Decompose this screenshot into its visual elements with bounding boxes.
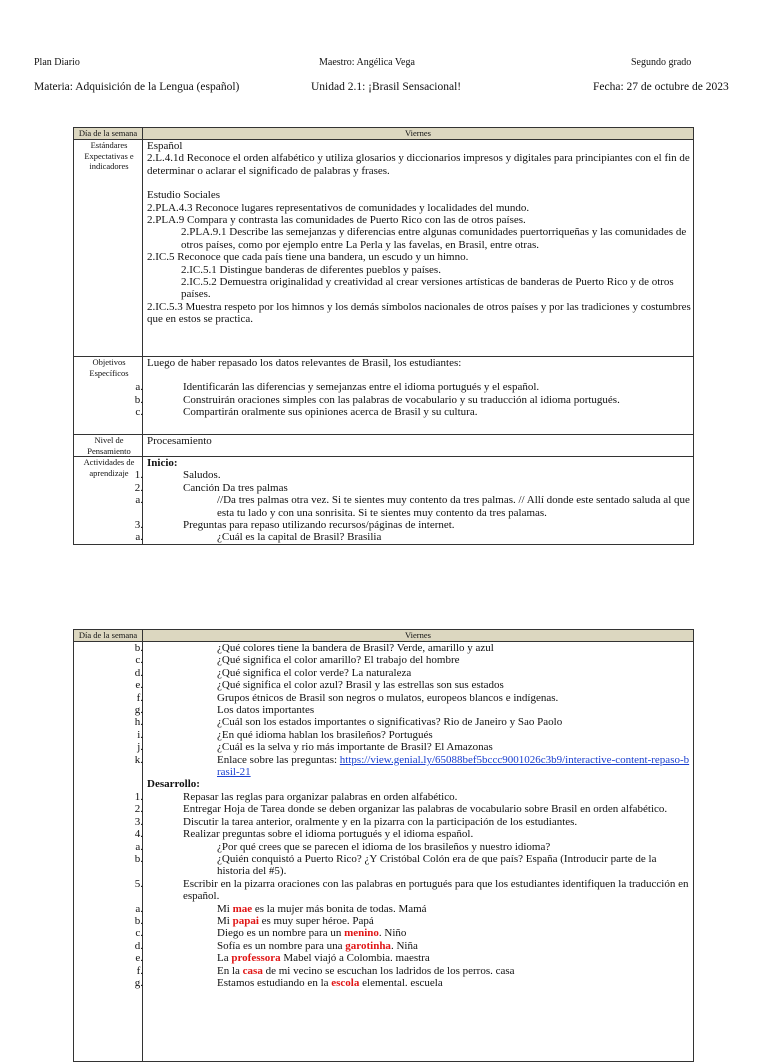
list-item: 5. Escribir en la pizarra oraciones con las palabras en portugués para que los estudiantes identifiquen la traducción en español. — [134, 877, 689, 903]
portuguese-word: mae — [232, 902, 253, 915]
genially-link[interactable]: https://view.genial.ly/65088bef5bccc9001026c3b9/interactive-content-repaso-brasil-21 — [217, 753, 690, 779]
lesson-plan-table-page1 — [73, 127, 694, 545]
portuguese-word: casa — [242, 964, 263, 977]
sentence-item: b. Mi papai es muy super héroe. Papá — [134, 914, 374, 927]
list-item: g. Los datos importantes — [134, 704, 315, 717]
list-item: c. ¿Qué significa el color amarillo? El trabajo del hombre — [135, 654, 460, 667]
thinking-level-label: Nivel de Pensamiento — [74, 435, 143, 457]
list-item: 3. Preguntas para repaso utilizando recursos/páginas de internet. — [134, 519, 455, 532]
activities-row — [74, 457, 694, 545]
objectives-content — [134, 357, 694, 435]
standard-line: 2.PLA.4.3 Reconoce lugares representativos de comunidades y localidades del mundo. — [147, 201, 530, 214]
sentence-item: g. Estamos estudiando en la escola elemental. escuela — [134, 976, 443, 989]
objectives-row — [74, 357, 694, 435]
activities-content — [134, 457, 694, 545]
portuguese-word: menino — [344, 927, 379, 940]
standards-content — [143, 140, 694, 357]
sentence-item: a. Mi mae es la mujer más bonita de todas. Mamá — [135, 902, 427, 915]
list-item: 1. Saludos. — [134, 469, 221, 482]
unit-label: Unidad 2.1: ¡Brasil Sensacional! — [311, 81, 462, 93]
list-item: a. ¿Cuál es la capital de Brasil? Brasilia — [135, 531, 382, 544]
thinking-level-row — [74, 435, 694, 457]
portuguese-word: garotinha — [345, 939, 391, 952]
list-item: i. ¿En qué idioma hablan los brasileños? Portugués — [137, 728, 433, 741]
objectives-intro: Luego de haber repasado los datos relevantes de Brasil, los estudiantes: — [147, 357, 462, 369]
standard-line: 2.IC.5 Reconoce que cada país tiene una bandera, un escudo y un himno. — [147, 251, 469, 264]
sentence-item: d. Sofía es un nombre para una garotinha. Niña — [134, 939, 418, 952]
activities-label: Actividades de aprendizaje — [74, 457, 143, 545]
sentence-item: e. La professora Mabel viajó a Colombia. maestra — [135, 952, 430, 965]
list-item: e. ¿Qué significa el color azul? Brasil y las estrellas son sus estados — [135, 679, 504, 692]
date-label: Fecha: 27 de octubre de 2023 — [593, 81, 729, 93]
standard-line: Español — [147, 140, 183, 152]
day-value-header: Viernes — [143, 128, 694, 140]
objective-item: c. Compartirán oralmente sus opiniones acerca de Brasil y su cultura. — [135, 406, 478, 419]
list-item: f. Grupos étnicos de Brasil son negros o mulatos, europeos blancos e indígenas. — [136, 691, 559, 704]
standard-line: Estudio Sociales — [147, 189, 221, 202]
list-item: 4. Realizar preguntas sobre el idioma portugués y el idioma español. — [134, 828, 474, 841]
teacher-name: Maestro: Angélica Vega — [319, 57, 415, 68]
table-header-row — [74, 128, 694, 140]
list-item: a. //Da tres palmas otra vez. Si te sientes muy contento da tres palmas. // Allí donde este sentado saluda al que esta tu lado y con una sonrisita. Si te sientes muy contento da tres palamas. — [135, 494, 690, 519]
list-item: b. ¿Quién conquistó a Puerto Rico? ¿Y Cristóbal Colón era de que país? España (Introducir parte de la historia del #5). — [134, 852, 657, 878]
list-item: b. ¿Qué colores tiene la bandera de Brasil? Verde, amarillo y azul — [134, 642, 494, 654]
list-item: j. ¿Cuál es la selva y rio más importante de Brasil? El Amazonas — [137, 741, 493, 754]
sentence-item: c. Diego es un nombre para un menino. Niño — [135, 927, 407, 940]
day-column-header: Día de la semana — [74, 630, 143, 642]
standard-line: 2.L.4.1d Reconoce el orden alfabético y utiliza glosarios y diccionarios impresos y digitales para principiantes con el fin de determinar o aclarar el significado de palabras y frases. — [147, 152, 690, 177]
table-header-row — [74, 630, 694, 642]
activities-continued-row — [74, 642, 694, 1062]
objective-item: b. Construirán oraciones simples con las palabras de vocabulario y su traducción al idioma portugués. — [134, 393, 620, 406]
day-column-header: Día de la semana — [74, 128, 143, 140]
standard-line: 2.PLA.9 Compara y contrasta las comunidades de Puerto Rico con las de otros países. — [147, 214, 526, 227]
list-item: h. ¿Cuál son los estados importantes o significativas? Rio de Janeiro y Sao Paolo — [134, 716, 563, 729]
standard-line: 2.PLA.9.1 Describe las semejanzas y diferencias entre algunas comunidades puertorriqueñas y las comunidades de otros países, como por ejemplo entre La Perla y las favelas, en Brasil, entre otras. — [181, 226, 687, 251]
list-item: 2. Canción Da tres palmas — [134, 481, 288, 494]
sentence-item: f. En la casa de mi vecino se escuchan los ladridos de los perros. casa — [136, 964, 515, 977]
objective-item: a. Identificarán las diferencias y semejanzas entre el idioma portugués y el español. — [135, 381, 540, 394]
list-item: 1. Repasar las reglas para organizar palabras en orden alfabético. — [134, 790, 458, 803]
thinking-level-value: Procesamiento — [143, 435, 694, 457]
standard-line: 2.IC.5.2 Demuestra originalidad y creatividad al crear versiones artísticas de banderas de Puerto Rico y de otros países. — [181, 276, 674, 301]
objectives-label: Objetivos Específicos — [74, 357, 143, 435]
inicio-heading: Inicio: — [147, 457, 178, 469]
subject-label: Materia: Adquisición de la Lengua (español) — [34, 81, 240, 93]
portuguese-word: escola — [331, 976, 360, 989]
standard-line: 2.IC.5.3 Muestra respeto por los himnos y los demás símbolos nacionales de otros países y por las tradiciones y costumbres que en estos se practica. — [147, 300, 691, 326]
portuguese-word: professora — [231, 952, 281, 965]
standard-line: 2.IC.5.1 Distingue banderas de diferentes pueblos y países. — [181, 263, 441, 276]
standards-row — [74, 140, 694, 357]
portuguese-word: papai — [232, 914, 259, 927]
list-item: 3. Discutir la tarea anterior, oralmente y en la pizarra con la participación de los estudiantes. — [134, 815, 578, 828]
lesson-plan-table-page2 — [73, 629, 694, 1062]
list-item: k. Enlace sobre las preguntas: https://view.genial.ly/65088bef5bccc9001026c3b9/interactive-content-repaso-brasil-21 — [134, 753, 690, 779]
desarrollo-heading: Desarrollo: — [147, 778, 200, 791]
day-value-header: Viernes — [143, 630, 694, 642]
plan-label: Plan Diario — [34, 57, 80, 68]
list-item: a. ¿Por qué crees que se parecen el idioma de los brasileños y nuestro idioma? — [135, 840, 551, 853]
grade-label: Segundo grado — [631, 57, 692, 68]
standards-label: Estándares Expectativas e indicadores — [74, 140, 143, 357]
activities-continued-content — [134, 642, 694, 1062]
list-item: 2. Entregar Hoja de Tarea donde se deben organizar las palabras de vocabulario sobre Brasil en orden alfabético. — [134, 803, 668, 816]
list-item: d. ¿Qué significa el color verde? La naturaleza — [134, 666, 412, 679]
